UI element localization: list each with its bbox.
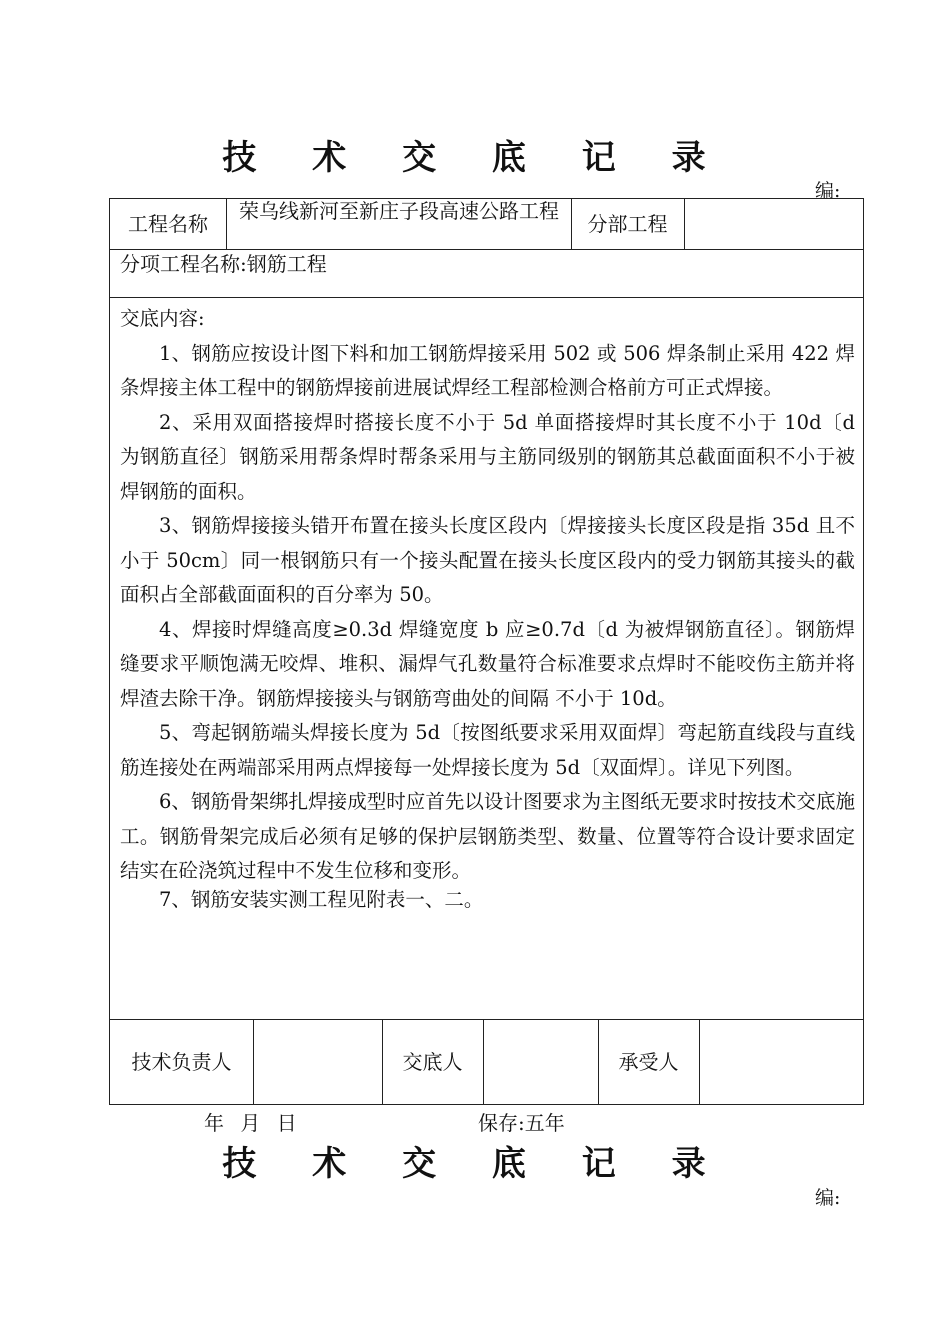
project-name-value: 荣乌线新河至新庄子段高速公路工程 [239,199,559,223]
content-item-7: 7、钢筋安装实测工程见附表一、二。 [159,887,484,911]
col-divider [226,199,227,249]
content-heading: 交底内容: [120,307,205,330]
content-item-4: 4、焊接时焊缝高度≥0.3d 焊缝宽度 b 应≥0.7d〔d 为被焊钢筋直径〕。钢筋焊缝要求平顺饱满无咬焊、堆积、漏焊气孔数量符合标准要求点焊时不能咬伤主筋并将焊渣去除干净。钢筋焊接接头与钢筋弯曲处的间隔 不小于 10d。 [120,617,855,710]
row-divider [110,1019,863,1020]
row-divider [110,249,863,250]
content-item-2: 2、采用双面搭接焊时搭接长度不小于 5d 单面搭接焊时其长度不小于 10d〔d 为钢筋直径〕钢筋采用帮条焊时帮条采用与主筋同级别的钢筋其总截面面积不小于被焊钢筋的面积。 [120,410,855,503]
col-divider [699,1019,700,1105]
briefing-content [120,302,855,917]
content-item-5: 5、弯起钢筋端头焊接长度为 5d〔按图纸要求采用双面焊〕弯起筋直线段与直线筋连接处在两端部采用两点焊接每一处焊接长度为 5d〔双面焊〕。详见下列图。 [120,721,855,779]
briefer-label: 交底人 [402,1050,463,1074]
division-label: 分部工程 [587,212,668,236]
content-item-6: 6、钢筋骨架绑扎焊接成型时应首先以设计图要求为主图纸无要求时按技术交底施工。钢筋骨架完成后必须有足够的保护层钢筋类型、数量、位置等符合设计要求固定结实在砼浇筑过程中不发生位移和变形。 [120,790,855,882]
row-divider [110,297,863,298]
content-item-3: 3、钢筋焊接接头错开布置在接头长度区段内〔焊接接头长度区段是指 35d 且不小于 50cm〕同一根钢筋只有一个接头配置在接头长度区段内的受力钢筋其接头的截面积占全部截面面积的百分率为 50。 [120,514,855,606]
retention-label: 保存:五年 [478,1111,565,1135]
editor-label: 编: [815,180,841,202]
col-divider [684,199,685,249]
page-title-next: 技 术 交 底 记 录 [222,1144,728,1184]
date-label: 年 月 日 [204,1111,297,1135]
content-item-1: 1、钢筋应按设计图下料和加工钢筋焊接采用 502 或 506 焊条制止采用 422 焊条焊接主体工程中的钢筋焊接前进展试焊经工程部检测合格前方可正式焊接。 [120,341,855,399]
col-divider [483,1019,484,1105]
briefing-table [109,198,864,1105]
project-name-label: 工程名称 [128,212,208,236]
subitem-line: 分项工程名称:钢筋工程 [120,252,327,276]
editor-label-next: 编: [815,1187,841,1209]
tech-lead-label: 技术负责人 [131,1050,232,1074]
receiver-label: 承受人 [618,1050,679,1074]
page-title: 技 术 交 底 记 录 [222,138,728,178]
col-divider [253,1019,254,1105]
